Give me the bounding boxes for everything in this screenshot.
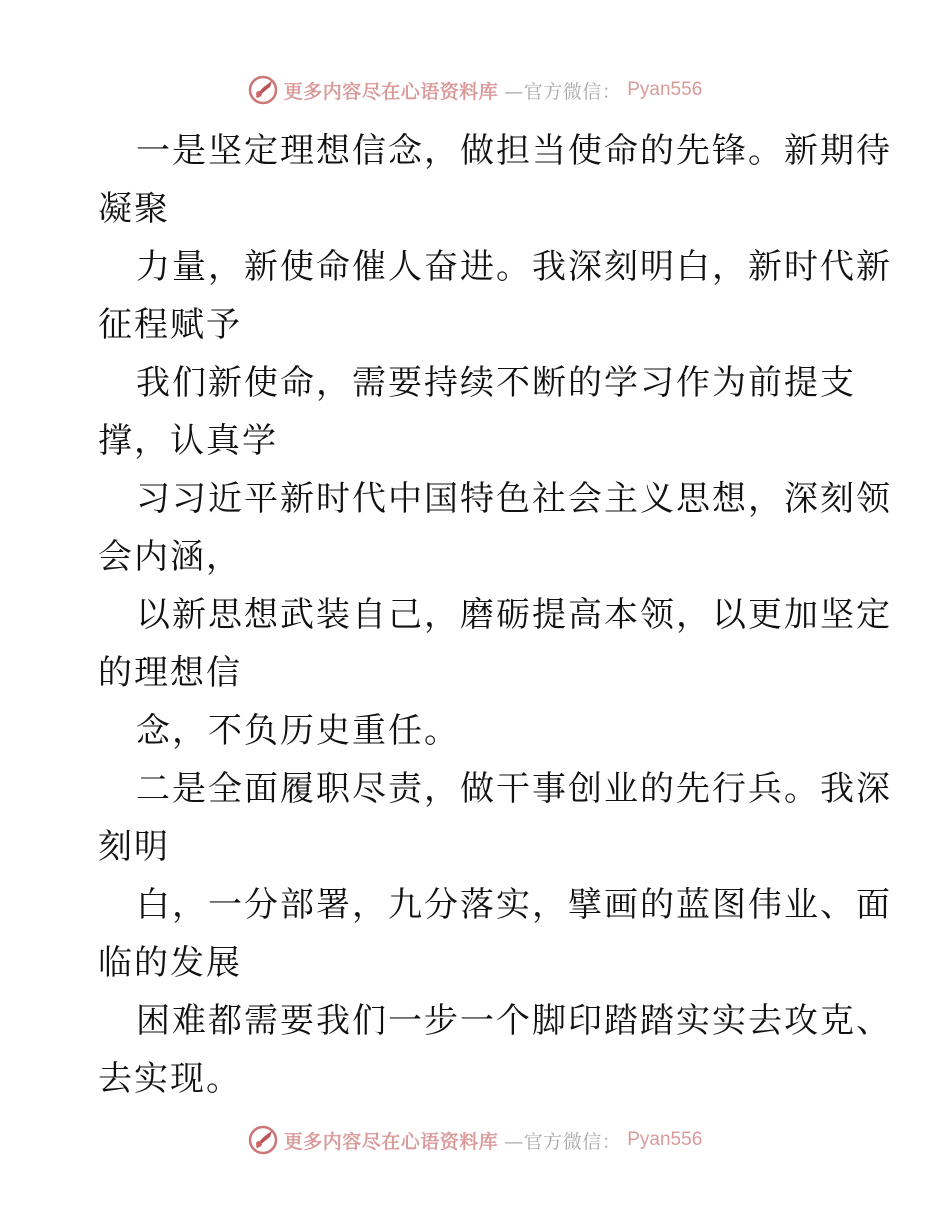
text-line: 临的发展	[98, 943, 242, 983]
text-line: 习习近平新时代中国特色社会主义思想，深刻领	[136, 479, 892, 519]
watermark-site-text: 更多内容尽在心语资料库	[283, 80, 499, 103]
text-line: 我们新使命，需要持续不断的学习作为前提支	[136, 363, 856, 403]
text-line: 征程赋予	[98, 305, 242, 345]
text-line: 的理想信	[98, 653, 242, 693]
text-line: 力量，新使命催人奋进。我深刻明白，新时代新	[136, 247, 892, 287]
watermark-wechat-label: —官方微信：	[504, 1130, 622, 1153]
text-line: 会内涵，	[98, 537, 242, 577]
text-line: 撑，认真学	[98, 421, 278, 461]
header-watermark	[0, 70, 950, 110]
text-line: 去实现。	[98, 1059, 242, 1099]
text-line: 一是坚定理想信念，做担当使命的先锋。新期待	[136, 131, 892, 171]
text-line: 念，不负历史重任。	[136, 711, 460, 751]
watermark-wechat-label: —官方微信：	[504, 80, 622, 103]
brush-logo-icon	[248, 1125, 278, 1155]
document-body	[98, 122, 892, 1108]
text-line: 困难都需要我们一步一个脚印踏踏实实去攻克、	[136, 1001, 892, 1041]
footer-watermark	[0, 1120, 950, 1160]
text-line: 二是全面履职尽责，做干事创业的先行兵。我深	[136, 769, 892, 809]
text-line: 以新思想武装自己，磨砺提高本领，以更加坚定	[136, 595, 892, 635]
watermark-wechat-id: Pyan556	[627, 1129, 703, 1150]
watermark-wechat-id: Pyan556	[627, 79, 703, 100]
watermark-site-text: 更多内容尽在心语资料库	[283, 1130, 499, 1153]
text-line: 刻明	[98, 827, 170, 867]
brush-logo-icon	[248, 75, 278, 105]
text-line: 凝聚	[98, 189, 170, 229]
text-line: 白，一分部署，九分落实，擘画的蓝图伟业、面	[136, 885, 892, 925]
